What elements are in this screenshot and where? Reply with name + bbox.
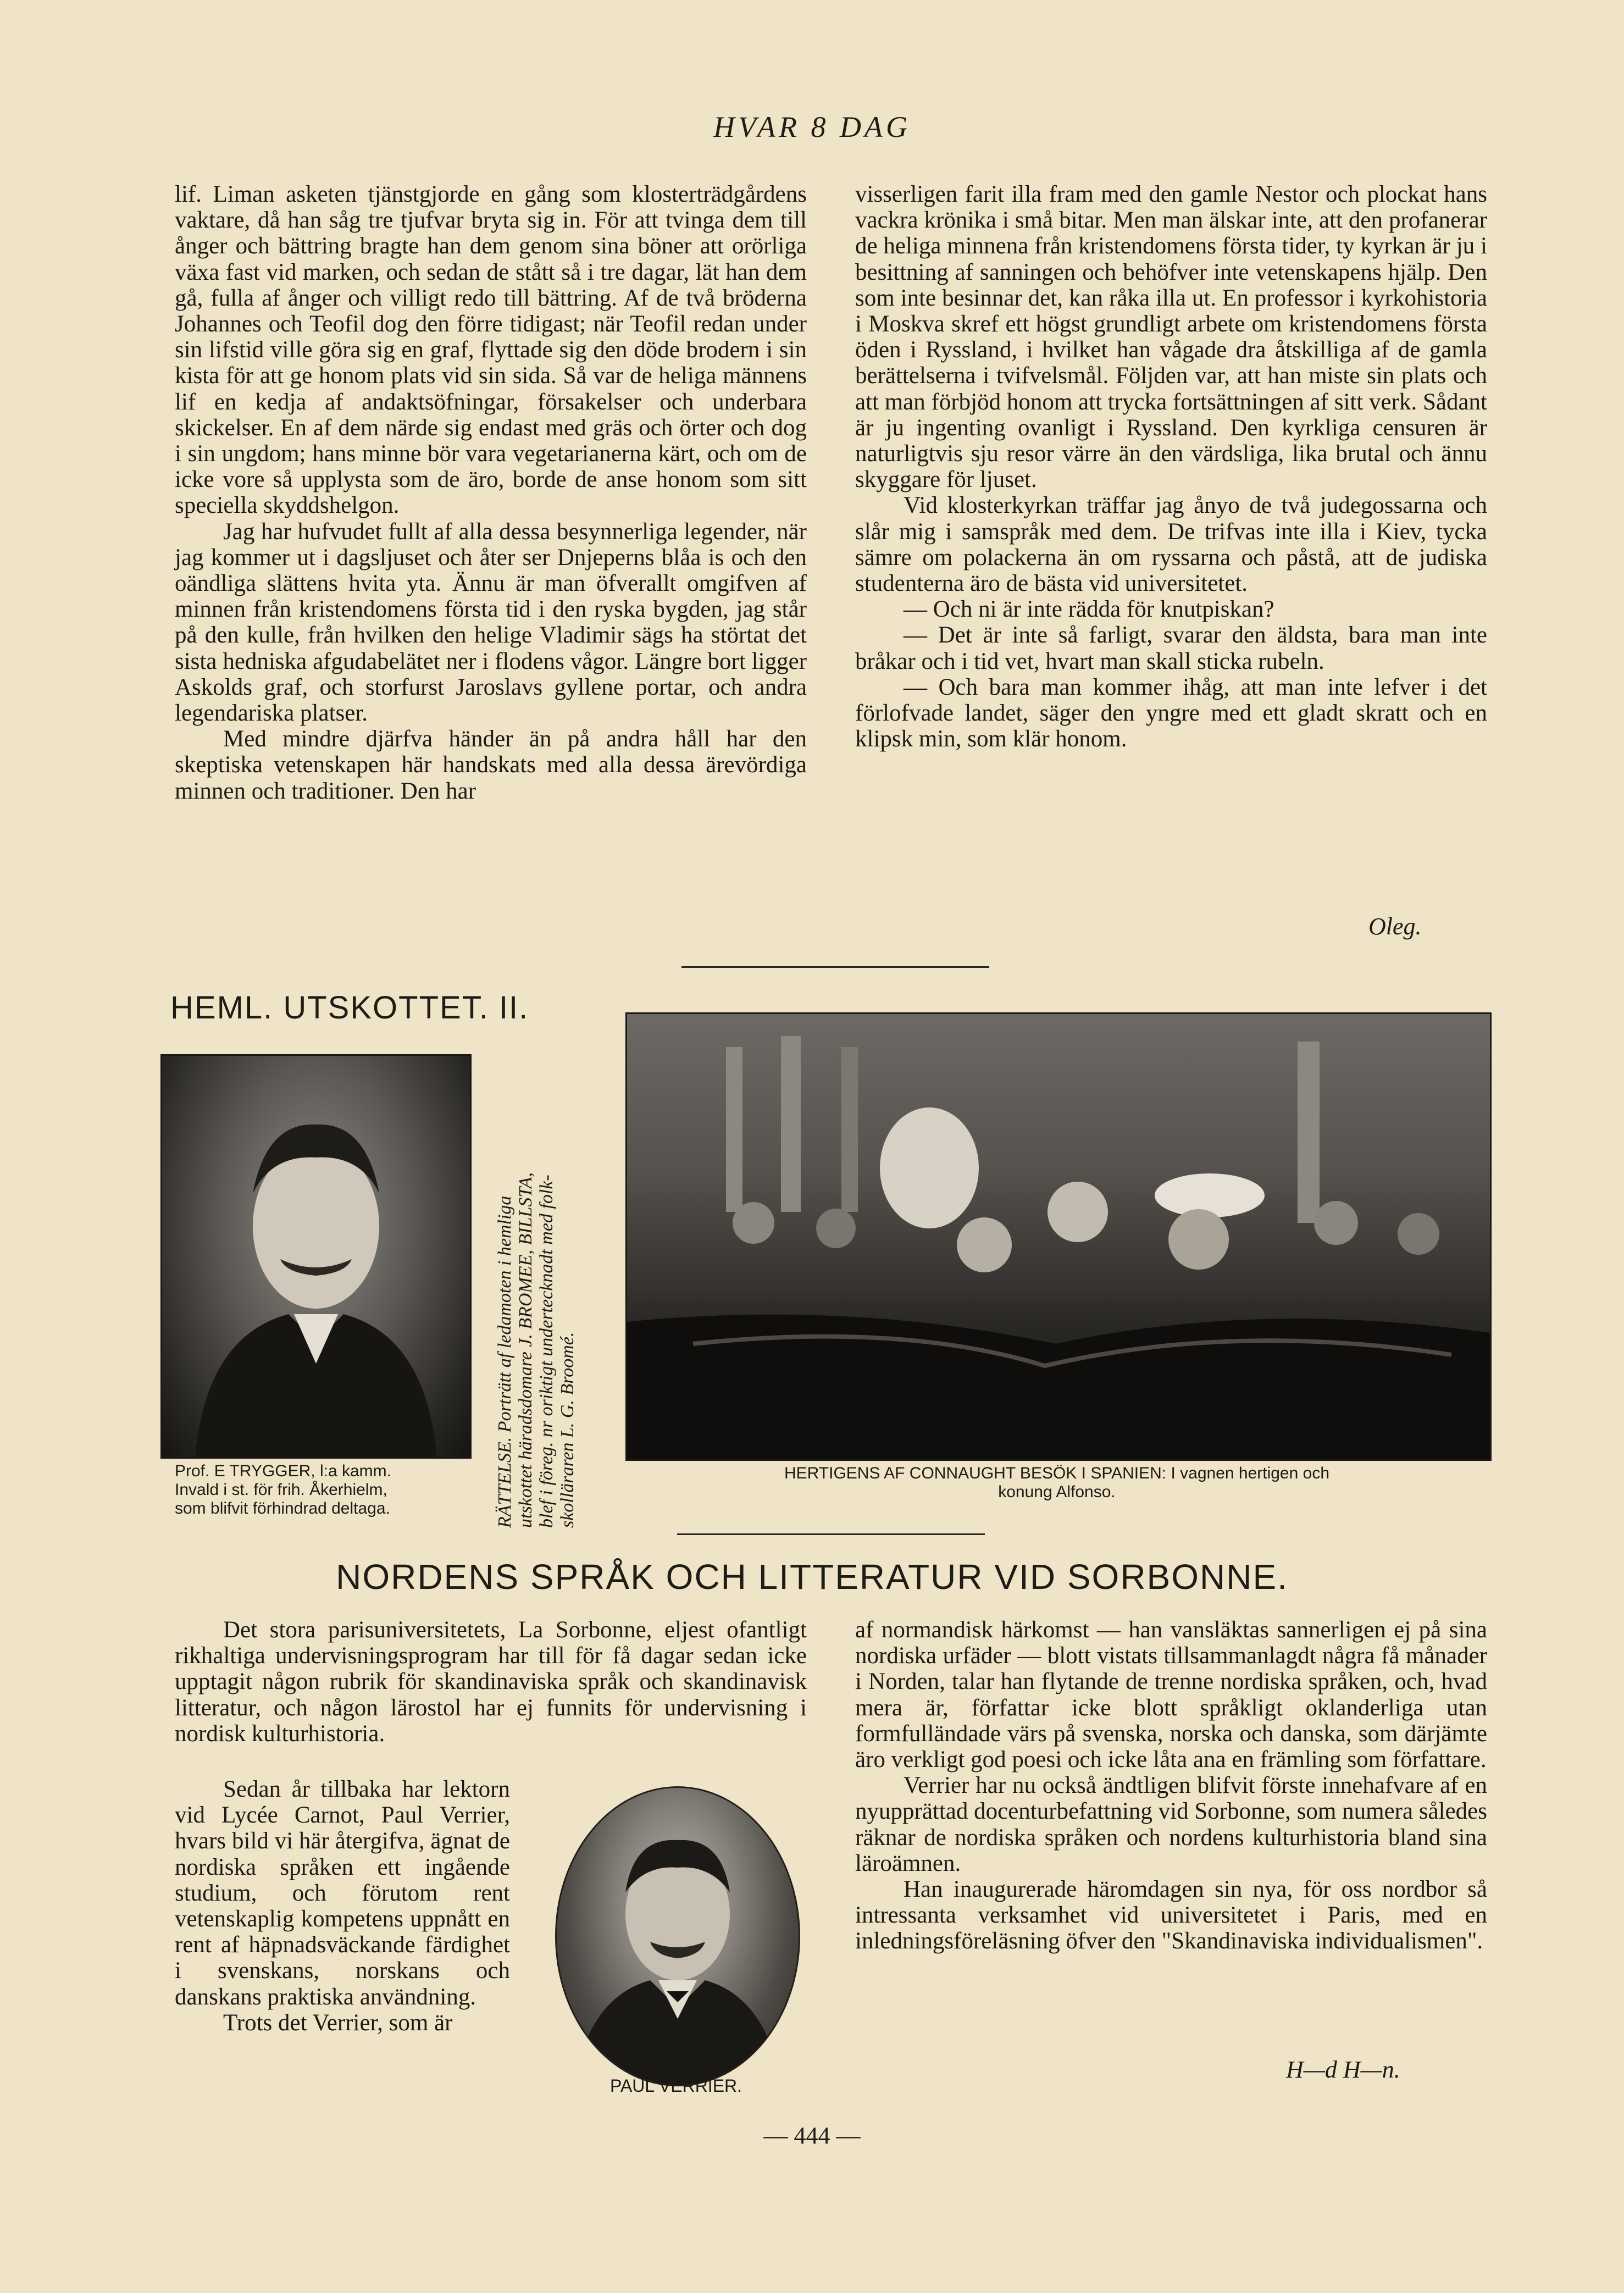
portrait-photo-verrier xyxy=(555,1786,800,2086)
caption-line: konung Alfonso. xyxy=(998,1483,1116,1501)
carriage-scene xyxy=(627,1014,1490,1459)
paragraph: Vid klosterkyrkan träffar jag ånyo de två judegossarna och slår mig i samspråk med dem. De trifvas inte illa i Kiev, tycka sämre om polackerna än om ryssarna och påstå, att de judiska studenterna äro de bästa vid universitetet. xyxy=(855,492,1487,597)
article2-left-top xyxy=(175,1617,807,1747)
paragraph: af normandisk härkomst — han vansläktas sannerligen ej på sina nordiska urfäder — blott vistats tillsammanlagdt några få månader i Norden, talar han flytande de trenne nordiska språken, och, hvad mera är, författar icke blott språkligt oklanderliga utan formfulländade värs på svenska, norska och danska, som därjämte äro verkligt god poesi och icke låta ana en främling som författare. xyxy=(855,1617,1487,1773)
caption-line: utskottet häradsdomare J. BROMEE, BILLSTA, xyxy=(516,1172,536,1528)
dialogue-line: — Och bara man kommer ihåg, att man inte lefver i det förlofvade landet, säger den yngre med ett gladt skratt och en klipsk min, som klär honom. xyxy=(855,674,1487,752)
caption-line: som blifvit förhindrad deltaga. xyxy=(175,1499,390,1517)
article2-signature: H—d H—n. xyxy=(1286,2056,1400,2083)
caption-line: RÄTTELSE. Porträtt af ledamoten i hemliga xyxy=(495,1195,515,1528)
paragraph: Han inaugurerade häromdagen sin nya, för oss nordbor så intressanta verksamhet vid universitetet i Paris, med en inledningsföreläsning öfver den "Skandinaviska individualismen". xyxy=(855,1876,1487,1954)
paragraph: Trots det Verrier, som är xyxy=(223,2009,453,2036)
article2-left-narrow xyxy=(175,1776,510,2036)
paragraph: Med mindre djärfva händer än på andra håll har den skeptiska vetenskapen här handskats med alla dessa ärevördiga minnen och traditioner. Den har xyxy=(175,726,807,804)
caption-line: blef i föreg. nr oriktigt undertecknadt med folk- xyxy=(536,1175,557,1528)
dialogue-line: — Och ni är inte rädda för knutpiskan? xyxy=(904,596,1274,623)
carriage-photo xyxy=(625,1012,1492,1461)
section-divider xyxy=(681,966,989,968)
section-divider xyxy=(677,1533,985,1535)
caption-line: HERTIGENS AF CONNAUGHT BESÖK I SPANIEN: I vagnen hertigen och xyxy=(784,1464,1330,1482)
running-header: HVAR 8 DAG xyxy=(713,110,911,143)
paragraph: Det stora parisuniversitetets, La Sorbonne, eljest ofantligt rikhaltiga undervisningsprogram har till för få dagar sedan icke upptagit någon rubrik för skandinaviska språk och skandinavisk litteratur, och någon lärostol har ej funnits för undervisning i nordisk kulturhistoria. xyxy=(175,1617,807,1747)
section-title-heml-utskottet: HEML. UTSKOTTET. II. xyxy=(170,990,529,1026)
carriage-photo-caption xyxy=(625,1464,1488,1502)
caption-line: Prof. E TRYGGER, l:a kamm. xyxy=(175,1462,391,1480)
article2-right-column xyxy=(855,1617,1487,1954)
paragraph: Verrier har nu också ändtligen blifvit förste innehafvare af en nyupprättad docenturbefattning vid Sorbonne, som numera således räknar de nordiska språken och nordens kulturhistoria bland sina läroämnen. xyxy=(855,1773,1487,1876)
page-number: — 444 — xyxy=(763,2122,861,2149)
paragraph: visserligen farit illa fram med den gamle Nestor och plockat hans vackra krönika i små bitar. Men man älskar inte, att den profanerar de heliga minnena från kristendomens första tider, ty kyrkan är ju i besittning af sanningen och behöfver inte vetenskapens hjälp. Den som inte besinnar det, kan råka illa ut. En professor i kyrkohistoria i Moskva skref ett högst grundligt arbete om kristendomens första öden i Ryssland, i hvilket han vågade dra åtskilliga af de gamla berättelserna i tvifvelsmål. Följden var, att han miste sin plats och att man förbjöd honom att trycka fortsättningen af sitt verk. Sådant är ju ingenting ovanligt i Ryssland. Den kyrkliga censuren är naturligtvis sju resor värre än den värdsliga, lika brutal och ännu skyggare för ljuset. xyxy=(855,181,1487,493)
article1-right-column xyxy=(855,181,1487,752)
article1-left-column xyxy=(175,181,807,804)
article2-headline: NORDENS SPRÅK OCH LITTERATUR VID SORBONNE. xyxy=(336,1557,1288,1597)
caption-line: Invald i st. för frih. Åkerhielm, xyxy=(175,1481,387,1499)
paragraph: Sedan år tillbaka har lektorn vid Lycée Carnot, Paul Verrier, hvars bild vi här återgifva, ägnat de nordiska språken ett ingående studium, och förutom rent vetenskaplig kompetens uppnått en rent af häpnadsväckande färdighet i svenskans, norskans och danskans praktiska användning. xyxy=(175,1776,510,2010)
portrait-figure xyxy=(557,1788,799,2085)
dialogue-line: — Det är inte så farligt, svarar den äldsta, bara man inte bråkar och i tid vet, hvart man skall sticka rubeln. xyxy=(855,622,1487,674)
correction-note-vertical xyxy=(495,1172,578,1528)
caption-line: skolläraren L. G. Broomé. xyxy=(557,1332,578,1528)
portrait-caption-verrier: PAUL VERRIER. xyxy=(609,2076,742,2096)
paragraph: lif. Liman asketen tjänstgjorde en gång som klosterträdgårdens vaktare, då han såg tre tjufvar bryta sig in. För att tvinga dem till ånger och bättring bragte han dem genom sina böner att orörliga växa fast vid marken, och sedan de stått så i tre dagar, lät han dem gå, fulla af ånger och villigt redo till bättring. Af de två bröderna Johannes och Teofil dog den förre tidigast; när Teofil redan under sin lifstid ville göra sig en graf, flyttade sig den döde brodern i sin kista för att ge honom plats vid sin sida. Så var de heliga männens lif en kedja af andaktsöfningar, försakelser och underbara skickelser. En af dem närde sig endast med gräs och örter och dog i sin ungdom; hans minne bör vara vegetarianerna kärt, och om de icke vore så upplysta som de äro, borde de anse honom som sitt speciella skyddshelgon. xyxy=(175,181,807,519)
portrait-figure xyxy=(162,1056,470,1457)
portrait-photo-trygger xyxy=(160,1054,472,1459)
paragraph: Jag har hufvudet fullt af alla dessa besynnerliga legender, när jag kommer ut i dagsljuset och åter ser Dnjeperns blåa is och den oändliga slättens hvita yta. Ännu är man öfverallt omgifven af minnen från kristendomens första tid i den ryska bygden, jag står på den kulle, från hvilken den helige Vladimir sägs ha störtat det sista hedniska afgudabelätet ner i flodens vågor. Längre bort ligger Askolds graf, och storfurst Jaroslavs gyllene portar, och andra legendariska platser. xyxy=(175,518,807,727)
portrait-caption-trygger xyxy=(175,1462,483,1518)
article1-signature: Oleg. xyxy=(1368,913,1422,940)
